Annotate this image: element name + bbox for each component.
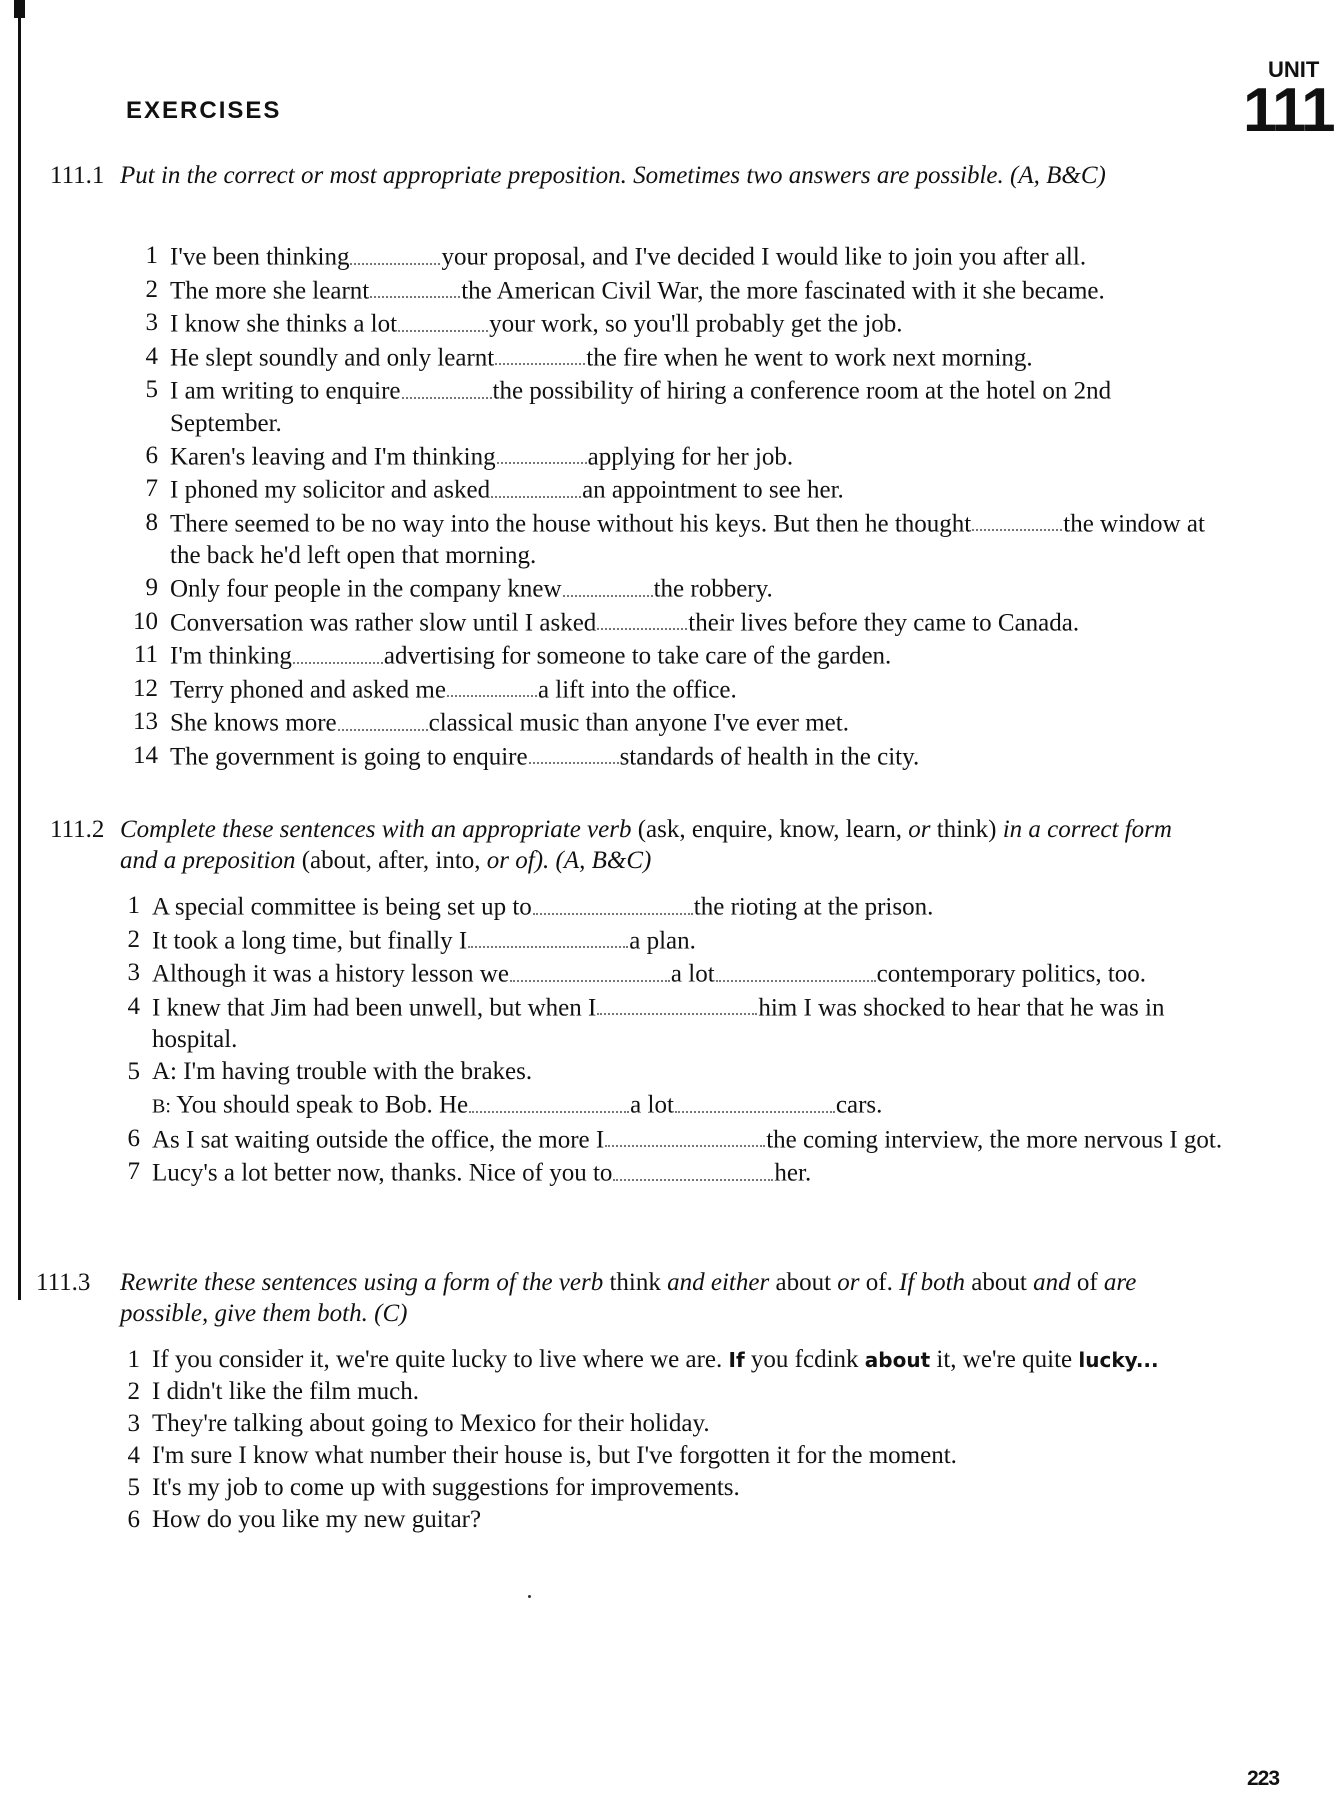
item-number: 13	[133, 708, 158, 735]
item-text: They're talking about going to Mexico for their holiday.	[152, 1410, 710, 1437]
item-text: their lives before they came to Canada.	[688, 609, 1080, 636]
list-item	[122, 507, 1222, 573]
item-text: a plan.	[629, 927, 696, 954]
instruction-part: are possible, give them both. (C)	[120, 1269, 1137, 1327]
exercise-3-items	[104, 1344, 1224, 1536]
answer-blank[interactable]	[370, 274, 460, 299]
answer-blank[interactable]	[338, 706, 428, 731]
answer-blank[interactable]	[491, 473, 581, 498]
item-number: 9	[145, 574, 158, 601]
answer-blank[interactable]	[605, 1123, 765, 1148]
answer-blank[interactable]	[468, 924, 628, 949]
exercise-1-header	[50, 160, 1180, 230]
item-number: 12	[133, 674, 158, 702]
exercise-2-header	[50, 814, 1180, 884]
item-text: A special committee is being set up to	[152, 893, 532, 921]
unit-number: 111	[1243, 76, 1334, 145]
item-number: 3	[127, 959, 140, 986]
instruction-part: think)	[936, 816, 997, 843]
answer-blank[interactable]	[563, 572, 653, 597]
speaker-label: B:	[152, 1095, 171, 1118]
list-item	[122, 639, 1222, 673]
item-text: a lot	[630, 1091, 674, 1119]
instruction-part: in a correct form and a preposition	[120, 816, 1172, 874]
answer-blank[interactable]	[350, 240, 440, 265]
item-text: an appointment to see her.	[582, 476, 844, 504]
unit-label: UNIT	[1268, 57, 1320, 82]
answer-blank[interactable]	[398, 307, 488, 332]
list-item	[104, 1504, 1224, 1536]
item-text: You should speak to Bob. He	[176, 1091, 469, 1119]
item-text: classical music than anyone I've ever met.	[428, 709, 849, 737]
item-text: I phoned my solicitor and asked	[170, 476, 491, 504]
exercise-number: 111.2	[50, 816, 105, 843]
list-item	[104, 1156, 1224, 1190]
item-text: the coming interview, the more nervous I got.	[766, 1126, 1223, 1153]
item-text: I knew that Jim had been unwell, but when I	[152, 994, 597, 1021]
list-item	[104, 1344, 1224, 1376]
item-text: the window at the back he'd left open that morning.	[170, 510, 1205, 569]
item-text: the fire when he went to work next morning.	[586, 344, 1033, 371]
answer-blank[interactable]	[402, 374, 492, 399]
item-text: Karen's leaving and I'm thinking	[170, 443, 496, 470]
item-text: I didn't like the film much.	[152, 1378, 419, 1405]
list-item	[122, 673, 1222, 707]
item-text: Terry phoned and asked me	[170, 676, 446, 703]
answer-blank[interactable]	[469, 1088, 629, 1113]
item-number: 4	[127, 992, 140, 1020]
item-number: 8	[145, 508, 158, 536]
instruction-part: Rewrite these sentences using a form of the verb	[120, 1269, 604, 1296]
list-item	[122, 473, 1222, 507]
item-text: cars.	[835, 1091, 883, 1119]
item-number: 4	[127, 1442, 140, 1469]
item-text: a lot	[670, 960, 715, 988]
item-number: 1	[127, 892, 140, 919]
list-item	[122, 606, 1222, 640]
list-item	[122, 440, 1222, 474]
list-item	[104, 890, 1224, 924]
item-number: 3	[127, 1410, 140, 1437]
answer-blank[interactable]	[510, 957, 670, 982]
answer-blank[interactable]	[597, 991, 757, 1016]
item-text: She knows more	[170, 709, 337, 737]
item-number: 4	[145, 342, 158, 370]
item-number: 7	[127, 1158, 140, 1185]
list-item	[122, 341, 1222, 375]
answer-blank[interactable]	[675, 1088, 835, 1113]
item-text: applying for her job.	[587, 443, 794, 470]
item-text: the American Civil War, the more fascinated with it she became.	[461, 277, 1105, 304]
list-item	[104, 957, 1224, 991]
list-item	[104, 1056, 1224, 1123]
list-item	[104, 1408, 1224, 1440]
list-item	[122, 274, 1222, 308]
handwritten-answer: lucky...	[1078, 1348, 1159, 1372]
answer-blank[interactable]	[495, 341, 585, 366]
item-text: I'm sure I know what number their house is, but I've forgotten it for the moment.	[152, 1442, 957, 1469]
item-number: 5	[145, 376, 158, 403]
item-text: advertising for someone to take care of the garden.	[383, 642, 892, 670]
list-item	[122, 740, 1222, 774]
exercise-instruction	[120, 1267, 1220, 1329]
instruction-part: Complete these sentences with an appropriate verb	[120, 816, 632, 843]
item-number: 10	[133, 607, 158, 635]
handwritten-answer: about	[864, 1348, 931, 1372]
list-item	[104, 991, 1224, 1057]
answer-blank[interactable]	[497, 440, 587, 465]
item-number: 7	[145, 475, 158, 502]
item-number: 1	[127, 1346, 140, 1373]
item-text: The government is going to enquire	[170, 743, 528, 770]
page-number: 223	[1247, 1767, 1280, 1790]
item-text: I've been thinking	[170, 243, 350, 271]
instruction-part: (A, B&C)	[555, 847, 652, 874]
item-number: 6	[145, 441, 158, 469]
scan-speck	[528, 1595, 531, 1598]
exercise-number: 111.1	[50, 162, 105, 189]
item-text: him I was shocked to hear that he was in hospital.	[152, 994, 1165, 1053]
handwritten-answer: you fcdink	[750, 1346, 859, 1373]
item-text: Conversation was rather slow until I asked	[170, 609, 597, 636]
item-number: 5	[127, 1474, 140, 1501]
instruction-part: of	[1076, 1269, 1098, 1296]
list-item	[104, 1123, 1224, 1157]
item-text: contemporary politics, too.	[876, 960, 1147, 988]
exercise-instruction: Put in the correct or most appropriate preposition. Sometimes two answers are possible. (A, B&C)	[120, 162, 1106, 189]
item-text: I know she thinks a lot	[170, 310, 398, 338]
exercise-1-items	[122, 240, 1222, 773]
exercise-instruction	[120, 814, 1180, 876]
exercise-2-items	[104, 890, 1224, 1190]
item-text: your proposal, and I've decided I would like to join you after all.	[441, 243, 1087, 271]
item-number: 2	[127, 925, 140, 953]
item-number: 2	[127, 1378, 140, 1405]
item-text: I am writing to enquire	[170, 377, 401, 405]
item-text: There seemed to be no way into the house without his keys. But then he thought	[170, 510, 972, 537]
exercise-3-header	[36, 1267, 1226, 1337]
instruction-part: about	[775, 1269, 832, 1296]
item-text: It's my job to come up with suggestions for improvements.	[152, 1474, 740, 1501]
handwritten-answer: it, we're quite	[936, 1346, 1073, 1373]
list-item	[104, 1440, 1224, 1472]
item-number: 3	[145, 309, 158, 336]
instruction-part: or	[908, 816, 931, 843]
item-number: 2	[145, 275, 158, 303]
item-text: It took a long time, but finally I	[152, 927, 468, 954]
list-item	[104, 1472, 1224, 1504]
list-item	[122, 240, 1222, 274]
page-title: EXERCISES	[126, 97, 282, 124]
exercise-number: 111.3	[36, 1269, 91, 1296]
answer-blank[interactable]	[529, 740, 619, 765]
item-text: the possibility of hiring a conference room at the hotel on 2nd September.	[170, 377, 1112, 437]
list-item	[104, 924, 1224, 958]
answer-blank[interactable]	[293, 639, 383, 664]
list-item	[122, 307, 1222, 341]
answer-blank[interactable]	[972, 507, 1062, 532]
item-text: He slept soundly and only learnt	[170, 344, 495, 371]
item-text: the rioting at the prison.	[693, 893, 934, 921]
item-text: your work, so you'll probably get the job.	[489, 310, 903, 338]
instruction-part: of.	[865, 1269, 893, 1296]
instruction-part: If both	[899, 1269, 966, 1296]
list-item	[122, 374, 1222, 440]
answer-blank[interactable]	[533, 890, 693, 915]
item-number: 6	[127, 1506, 140, 1533]
item-text: the robbery.	[653, 575, 773, 603]
instruction-part: or	[837, 1269, 860, 1296]
item-number: 1	[145, 242, 158, 269]
answer-blank[interactable]	[716, 957, 876, 982]
instruction-part: (ask, enquire, know, learn,	[637, 816, 902, 843]
item-text: her.	[774, 1159, 812, 1187]
instruction-part: think	[609, 1269, 661, 1296]
handwritten-answer: If	[728, 1348, 745, 1372]
item-number: 5	[127, 1058, 140, 1085]
item-text: I'm thinking	[170, 642, 292, 670]
answer-blank[interactable]	[613, 1156, 773, 1181]
list-item	[122, 706, 1222, 740]
item-number: 14	[133, 741, 158, 769]
instruction-part: about	[971, 1269, 1027, 1296]
item-text: How do you like my new guitar?	[152, 1506, 482, 1533]
answer-blank[interactable]	[447, 673, 537, 698]
item-text: If you consider it, we're quite lucky to live where we are.	[152, 1346, 723, 1373]
list-item	[104, 1376, 1224, 1408]
instruction-part: and	[1033, 1269, 1071, 1296]
item-text: The more she learnt	[170, 277, 370, 304]
item-text: standards of health in the city.	[619, 743, 920, 770]
item-text: Although it was a history lesson we	[152, 960, 509, 988]
answer-blank[interactable]	[597, 606, 687, 631]
instruction-part: and either	[667, 1269, 770, 1296]
item-text: A: I'm having trouble with the brakes.	[152, 1058, 533, 1085]
instruction-part: (about, after, into,	[301, 847, 481, 874]
item-number: 6	[127, 1124, 140, 1152]
list-item	[122, 572, 1222, 606]
item-text: As I sat waiting outside the office, the more I	[152, 1126, 605, 1153]
item-number: 11	[133, 641, 158, 668]
item-text: Lucy's a lot better now, thanks. Nice of you to	[152, 1159, 613, 1187]
item-text: a lift into the office.	[537, 676, 737, 703]
item-text: Only four people in the company knew	[170, 575, 562, 603]
binding-line	[18, 0, 21, 1300]
instruction-part: or of).	[486, 847, 550, 874]
